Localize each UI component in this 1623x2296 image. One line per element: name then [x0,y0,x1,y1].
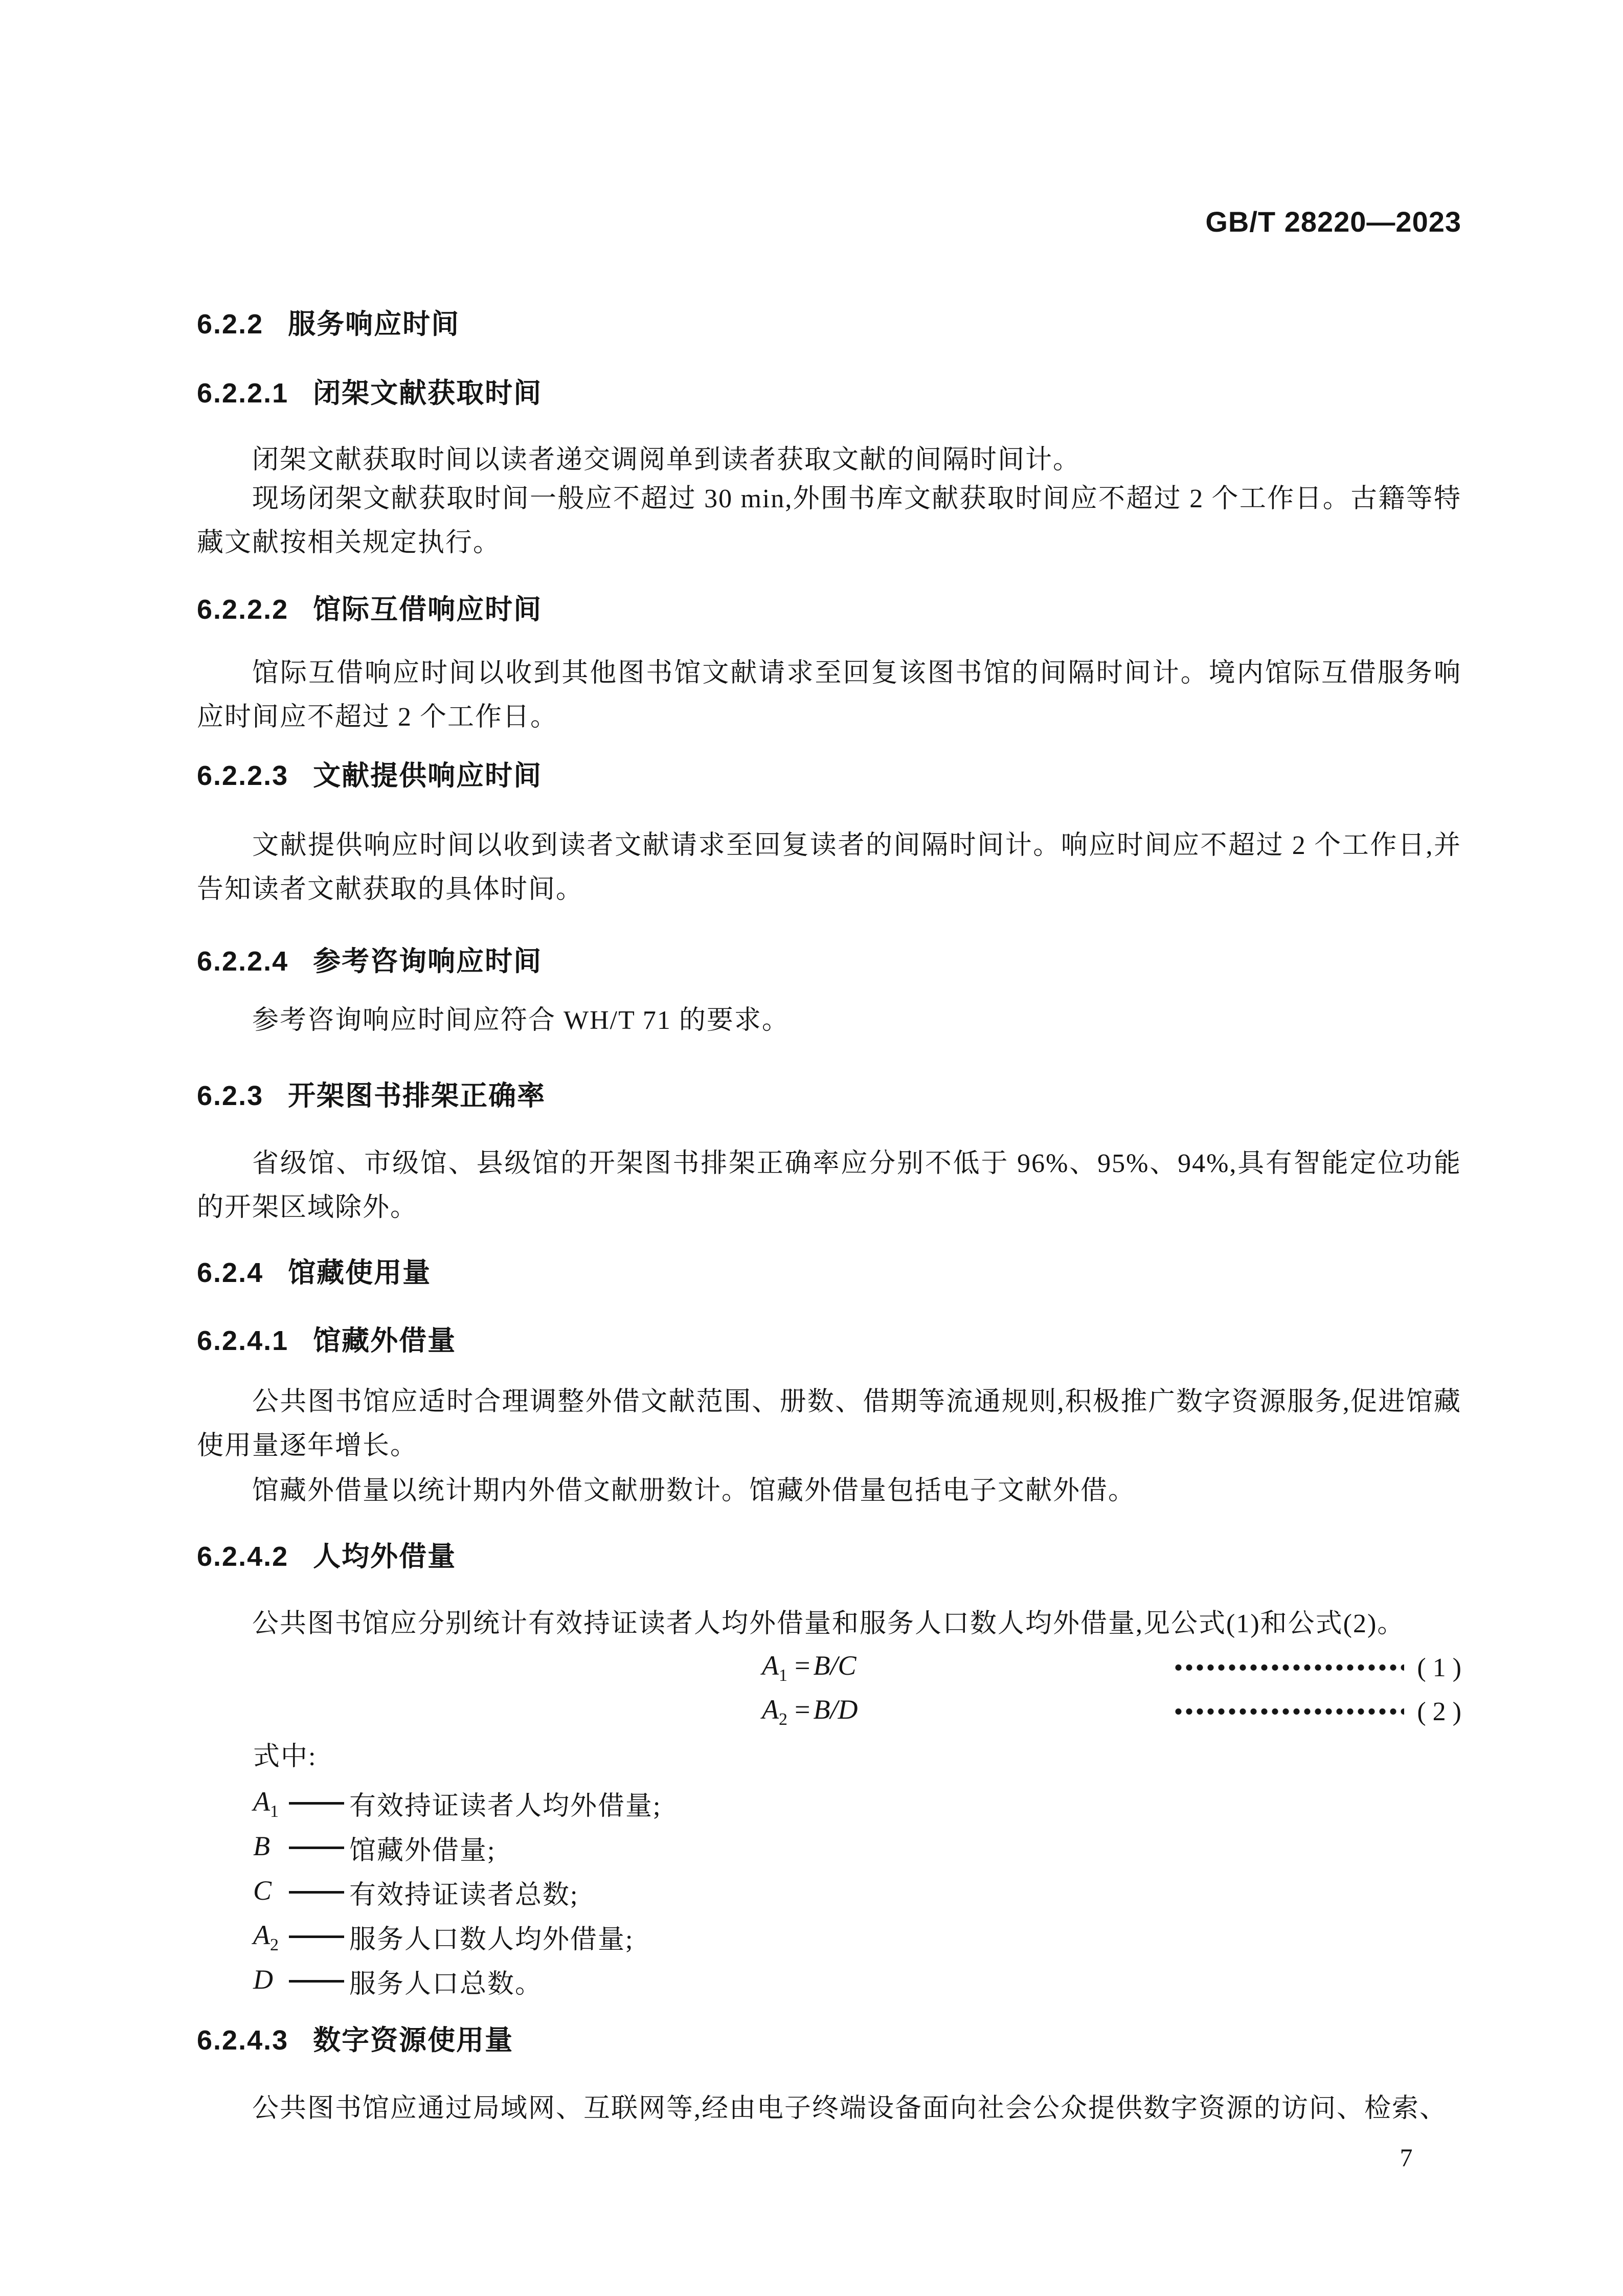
paragraph-interlibrary-loan: 馆际互借响应时间以收到其他图书馆文献请求至回复该图书馆的间隔时间计。境内馆际互借服务响应时间应不超过 2 个工作日。 [197,659,1461,732]
definition-text: 有效持证读者人均外借量; [349,1792,662,1821]
paragraph-closed-stack-definition: 闭架文献获取时间以读者递交调阅单到读者获取文献的间隔时间计。 [252,445,1081,475]
formula-2-expression: $A_2 = B/D$ [762,1694,858,1729]
section-title: 闭架文献获取时间 [313,378,543,409]
em-dash [289,1802,344,1805]
definition-text: 服务人口数人均外借量; [349,1925,634,1954]
paragraph-reference-consulting: 参考咨询响应时间应符合 WH/T 71 的要求。 [252,1006,790,1035]
section-heading-6-2-4-1 [197,1325,1461,1356]
section-number: 6.2.2 [197,309,264,340]
section-number: 6.2.3 [197,1081,264,1111]
definition-row-d [253,1959,1518,2004]
dotted-leader [1173,1646,1404,1690]
section-number: 6.2.4 [197,1257,264,1288]
definition-symbol: B [253,1830,270,1861]
section-title: 开架图书排架正确率 [288,1081,546,1111]
section-number: 6.2.2.3 [197,760,289,791]
paragraph-collection-lending-count: 馆藏外借量以统计期内外借文献册数计。馆藏外借量包括电子文献外借。 [252,1476,1136,1505]
definition-symbol: D [253,1964,273,1995]
paragraph-closed-stack-requirement: 现场闭架文献获取时间一般应不超过 30 min,外围书库文献获取时间应不超过 2 个工作日。古籍等特藏文献按相关规定执行。 [197,484,1461,557]
section-number: 6.2.4.2 [197,1541,289,1572]
definition-symbol: C [253,1875,272,1906]
dotted-leader [1173,1690,1404,1734]
definition-symbol: $A_1$ [253,1786,279,1821]
formula-1-expression: $A_1 = B/C$ [762,1650,856,1685]
section-heading-6-2-3 [197,1081,1461,1111]
section-title: 文献提供响应时间 [313,760,543,791]
formula-2 [197,1690,1461,1734]
definition-row-a2 [253,1915,1518,1959]
definition-text: 馆藏外借量; [349,1836,496,1865]
paragraph-document-supply: 文献提供响应时间以收到读者文献请求至回复读者的间隔时间计。响应时间应不超过 2 个工作日,并告知读者文献获取的具体时间。 [197,831,1461,904]
paragraph-per-capita-lending: 公共图书馆应分别统计有效持证读者人均外借量和服务人口数人均外借量,见公式(1)和公式(2)。 [252,1609,1405,1638]
paragraph-collection-lending-policy: 公共图书馆应适时合理调整外借文献范围、册数、借期等流通规则,积极推广数字资源服务,促进馆藏使用量逐年增长。 [197,1387,1461,1460]
paragraph-digital-resource-usage: 公共图书馆应通过局域网、互联网等,经由电子终端设备面向社会公众提供数字资源的访问、检索、 [252,2094,1448,2123]
section-number: 6.2.2.2 [197,594,289,625]
definition-list [253,1781,1518,2004]
formula-1 [197,1646,1461,1690]
section-number: 6.2.4.1 [197,1325,289,1356]
section-heading-6-2-2-3 [197,760,1461,791]
em-dash [289,1980,344,1983]
section-title: 数字资源使用量 [313,2025,514,2056]
section-title: 馆际互借响应时间 [313,594,543,625]
section-number: 6.2.2.1 [197,378,289,409]
em-dash [289,1935,344,1938]
section-heading-6-2-2-2 [197,594,1461,625]
section-title: 馆藏使用量 [288,1257,432,1288]
formula-1-number: ( 1 ) [1417,1653,1461,1682]
section-title: 参考咨询响应时间 [313,946,543,977]
section-heading-6-2-4-3 [197,2025,1461,2056]
section-heading-6-2-4-2 [197,1541,1461,1572]
page-number: 7 [1400,2143,1413,2172]
definition-symbol: $A_2$ [253,1919,279,1954]
paragraph-shelving-accuracy: 省级馆、市级馆、县级馆的开架图书排架正确率应分别不低于 96%、95%、94%,具有智能定位功能的开架区域除外。 [197,1149,1461,1222]
definition-row-c [253,1870,1518,1915]
doc-code: GB/T 28220—2023 [1205,206,1461,238]
section-heading-6-2-2 [197,309,1461,340]
formula-2-number: ( 2 ) [1417,1697,1461,1726]
em-dash [289,1891,344,1894]
where-clause-label: 式中: [253,1742,317,1771]
section-heading-6-2-2-1 [197,378,1461,409]
section-title: 馆藏外借量 [313,1325,457,1356]
definition-text: 有效持证读者总数; [349,1881,579,1910]
em-dash [289,1847,344,1849]
section-title: 人均外借量 [313,1541,457,1572]
section-number: 6.2.2.4 [197,946,289,977]
definition-text: 服务人口总数。 [349,1970,543,1999]
section-title: 服务响应时间 [288,309,460,340]
definition-row-a1 [253,1781,1518,1826]
section-heading-6-2-4 [197,1257,1461,1288]
section-heading-6-2-2-4 [197,946,1461,977]
section-number: 6.2.4.3 [197,2025,289,2056]
definition-row-b [253,1826,1518,1870]
